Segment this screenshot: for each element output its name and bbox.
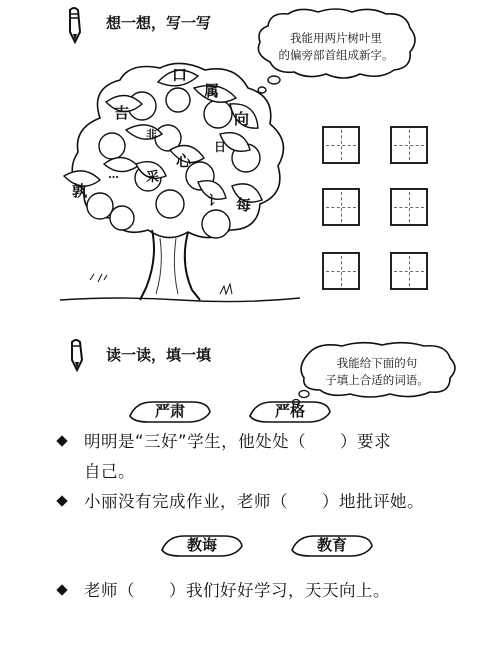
bubble2-text xyxy=(304,355,450,389)
word-option-yansu xyxy=(128,398,212,424)
writing-grid[interactable] xyxy=(322,188,360,226)
leaf-char-cai: 采 xyxy=(146,170,160,185)
word-label: 教育 xyxy=(316,536,347,554)
writing-grid[interactable] xyxy=(322,252,360,290)
leaf-char-mei: 每 xyxy=(236,196,252,214)
writing-grid[interactable] xyxy=(390,252,428,290)
bubble2-line2: 子填上合适的词语。 xyxy=(325,373,429,387)
bullet-diamond xyxy=(56,584,67,595)
word-option-jiaoyu xyxy=(290,532,374,558)
leaf-char-ellipsis: … xyxy=(108,168,119,181)
sentence-2: 小丽没有完成作业，老师（ ）地批评她。 xyxy=(84,492,424,511)
section2-heading: 读一读，填一填 xyxy=(106,346,212,364)
word-label: 教诲 xyxy=(186,536,217,554)
sentence-3: 老师（ ）我们好好学习，天天向上。 xyxy=(84,581,390,600)
writing-grid[interactable] xyxy=(322,126,360,164)
writing-grid[interactable] xyxy=(390,126,428,164)
bubble1-line1: 我能用两片树叶里 xyxy=(290,31,382,45)
pencil-icon xyxy=(64,6,86,44)
writing-grid[interactable] xyxy=(390,188,428,226)
leaf-char-kou: 口 xyxy=(172,66,188,84)
leaf-char-shu: 属 xyxy=(204,82,220,100)
bubble2-line1: 我能给下面的句 xyxy=(336,356,418,370)
sentence-1-line1: 明明是“三好”学生，他处处（ ）要求 xyxy=(84,432,392,451)
leaf-char-yan: 讠 xyxy=(208,194,222,209)
bullet-diamond xyxy=(56,495,67,506)
word-label: 严格 xyxy=(274,402,305,420)
word-option-yange xyxy=(248,398,332,424)
tree-illustration xyxy=(60,58,300,308)
pencil-icon xyxy=(66,338,88,372)
leaf-char-fei: 非 xyxy=(146,128,157,141)
bubble1-line2: 的偏旁部首组成新字。 xyxy=(278,48,394,62)
leaf-char-xin: 心 xyxy=(176,152,192,170)
leaf-char-shu2: 孰 xyxy=(72,182,88,200)
leaf-char-ji: 吉 xyxy=(114,104,130,122)
sentence-1-line2: 自己。 xyxy=(84,462,135,481)
bullet-diamond xyxy=(56,435,67,446)
leaf-char-ri: 日 xyxy=(214,140,227,154)
leaf-char-xiang: 向 xyxy=(234,110,250,128)
section1-heading: 想一想，写一写 xyxy=(106,14,212,32)
word-label: 严肃 xyxy=(154,402,185,420)
word-option-jiaohui xyxy=(160,532,244,558)
